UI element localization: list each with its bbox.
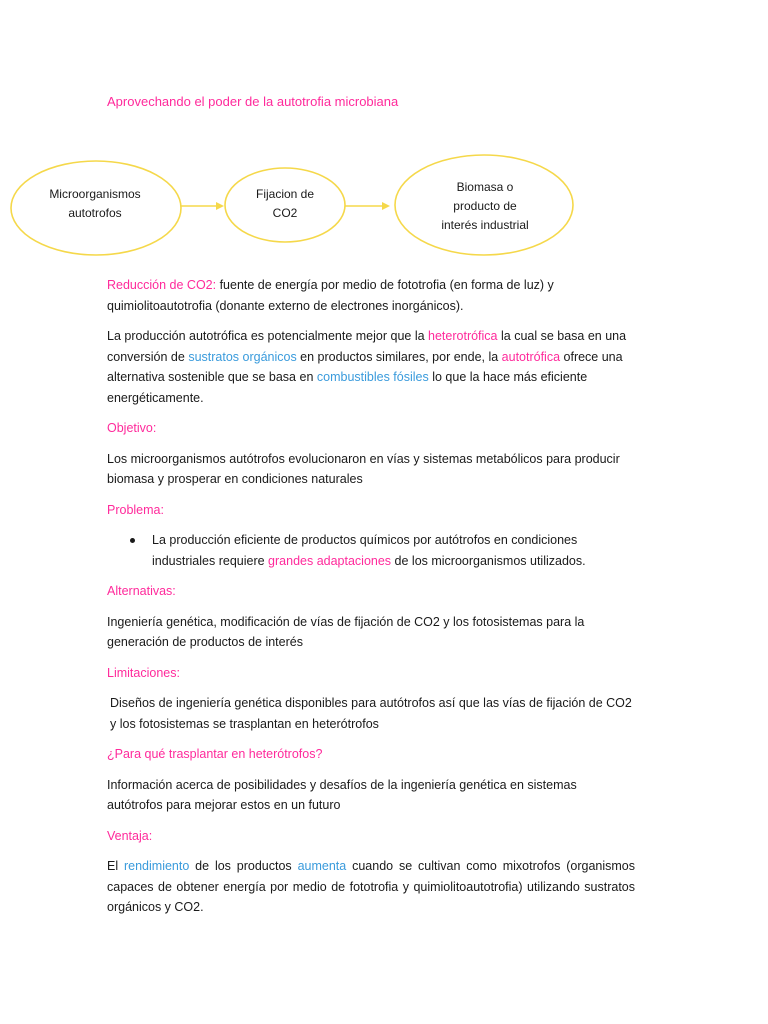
highlight-heterotrofica: heterotrófica	[428, 329, 498, 343]
heading-problema: Problema:	[107, 502, 164, 517]
node-microorganismos-line2: autotrofos	[68, 206, 122, 220]
highlight-rendimiento: rendimiento	[123, 859, 190, 873]
heading-limitaciones: Limitaciones:	[107, 665, 180, 680]
heading-alternativas: Alternativas:	[107, 584, 176, 598]
node-biomasa-label	[403, 178, 567, 235]
heading-ventaja: Ventaja:	[107, 828, 153, 843]
ventaja-text-3: cuando se cultivan como mixotrofos (organismos capaces de obtener energía por medio de fototrofia y quimiolitoautotrofia) utilizando sustratos orgánicos y CO2.	[107, 859, 635, 914]
highlight-aumenta: aumenta	[297, 859, 347, 873]
node-fijacion-label	[233, 185, 337, 223]
reduccion-text: fuente de energía por medio de fototrofia (en forma de luz) y quimiolitoautotrofia (donante externo de electrones inorgánicos).	[107, 278, 554, 313]
arrow-1-head	[216, 202, 224, 210]
heading-objetivo: Objetivo:	[107, 421, 157, 435]
arrow-2-head	[382, 202, 390, 210]
paragraph-alternativas: Ingeniería genética, modificación de vías de fijación de CO2 y los fotosistemas para la generación de productos de interés	[107, 614, 585, 649]
produccion-text-5: lo que la hace más eficiente energéticamente.	[107, 370, 588, 405]
node-microorganismos-line1: Microorganismos	[49, 187, 141, 201]
problema-text-2: de los microorganismos utilizados.	[391, 553, 586, 568]
paragraph-ventaja	[107, 856, 635, 918]
produccion-text-2: la cual se basa en una conversión de	[107, 329, 627, 364]
node-biomasa-line3: interés industrial	[441, 218, 529, 232]
produccion-text-3: en productos similares, por ende, la	[296, 349, 502, 364]
highlight-grandes-adaptaciones: grandes adaptaciones	[268, 553, 392, 568]
problema-text-1: La producción eficiente de productos químicos por autótrofos en condiciones industriales requiere	[152, 533, 578, 568]
flow-diagram	[0, 150, 768, 270]
node-fijacion-line1: Fijacion de	[255, 187, 315, 201]
problema-list	[107, 530, 635, 571]
document-body	[107, 275, 635, 928]
paragraph-produccion	[107, 326, 635, 408]
paragraph-limitaciones: Diseños de ingeniería genética disponibles para autótrofos así que las vías de fijación de CO2 y los fotosistemas se trasplantan en heterótrofos	[110, 696, 632, 731]
paragraph-pregunta: Información acerca de posibilidades y desafíos de la ingeniería genética en sistemas autótrofos para mejorar estos en un futuro	[107, 777, 577, 812]
highlight-combustibles-fosiles: combustibles fósiles	[316, 370, 429, 384]
node-biomasa-line2: producto de	[453, 199, 517, 213]
problema-list-item	[152, 530, 635, 571]
highlight-sustratos-organicos: sustratos orgánicos	[188, 349, 297, 364]
produccion-text-1: La producción autotrófica es potencialmente mejor que la	[107, 329, 429, 343]
paragraph-objetivo: Los microorganismos autótrofos evolucionaron en vías y sistemas metabólicos para producir biomasa y prosperar en condiciones naturales	[107, 451, 620, 486]
ventaja-text-1: El	[107, 859, 124, 873]
heading-pregunta: ¿Para qué trasplantar en heterótrofos?	[107, 747, 323, 761]
node-biomasa-line1: Biomasa o	[456, 180, 514, 194]
paragraph-reduccion	[107, 275, 635, 316]
reduccion-label: Reducción de CO2:	[107, 278, 217, 292]
node-fijacion-line2: CO2	[272, 206, 298, 220]
node-microorganismos-label	[25, 185, 165, 223]
highlight-autotrofica: autotrófica	[501, 349, 561, 364]
page-title: Aprovechando el poder de la autotrofia microbiana	[107, 94, 399, 109]
ventaja-text-2: de los productos	[189, 859, 298, 873]
produccion-text-4: ofrece una alternativa sostenible que se basa en	[107, 349, 623, 384]
